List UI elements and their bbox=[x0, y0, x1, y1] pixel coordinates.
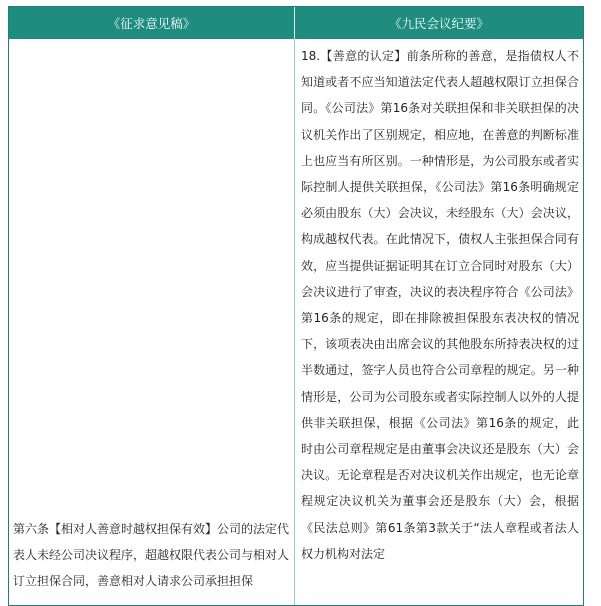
comparison-table bbox=[8, 6, 584, 606]
table-body-row bbox=[9, 39, 583, 606]
table-header-row bbox=[9, 7, 583, 39]
header-nine-minutes: 《九民会议纪要》 bbox=[388, 16, 489, 31]
article-18-text: 18.【善意的认定】前条所称的善意，是指债权人不知道或者不应当知道法定代表人超越权限订立担保合同。《公司法》第16条对关联担保和非关联担保的决议机关作出了区别规定，相应地，在善意的判断标准上也应当有所区别。一种情形是，为公司股东或者实际控制人提供关联担保，《公司法》第16条明确规定必须由股东（大）会决议，未经股东（大）会决议，构成越权代表。在此情况下，债权人主张担保合同有效，应当提供证据证明其在订立合同时对股东（大）会决议进行了审查，决议的表决程序符合《公司法》第16条的规定，即在排除被担保股东表决权的情况下，该项表决由出席会议的其他股东所持表决权的过半数通过，签字人员也符合公司章程的规定。另一种情形是，公司为公司股东或者实际控制人以外的人提供非关联担保，根据《公司法》第16条的规定，此时由公司章程规定是由董事会决议还是股东（大）会决议。无论章程是否对决议机关作出规定，也无论章程规定决议机关为董事会还是股东（大）会，根据《民法总则》第61条第3款关于“法人章程或者法人权力机构对法定 bbox=[301, 49, 579, 561]
header-draft-opinion: 《征求意见稿》 bbox=[9, 7, 295, 39]
draft-opinion-cell bbox=[9, 39, 295, 606]
article-6-text: 第六条【相对人善意时越权担保有效】公司的法定代表人未经公司决议程序，超越权限代表公司与相对人订立担保合同，善意相对人请求公司承担担保 bbox=[13, 522, 290, 588]
nine-minutes-cell bbox=[295, 39, 583, 606]
